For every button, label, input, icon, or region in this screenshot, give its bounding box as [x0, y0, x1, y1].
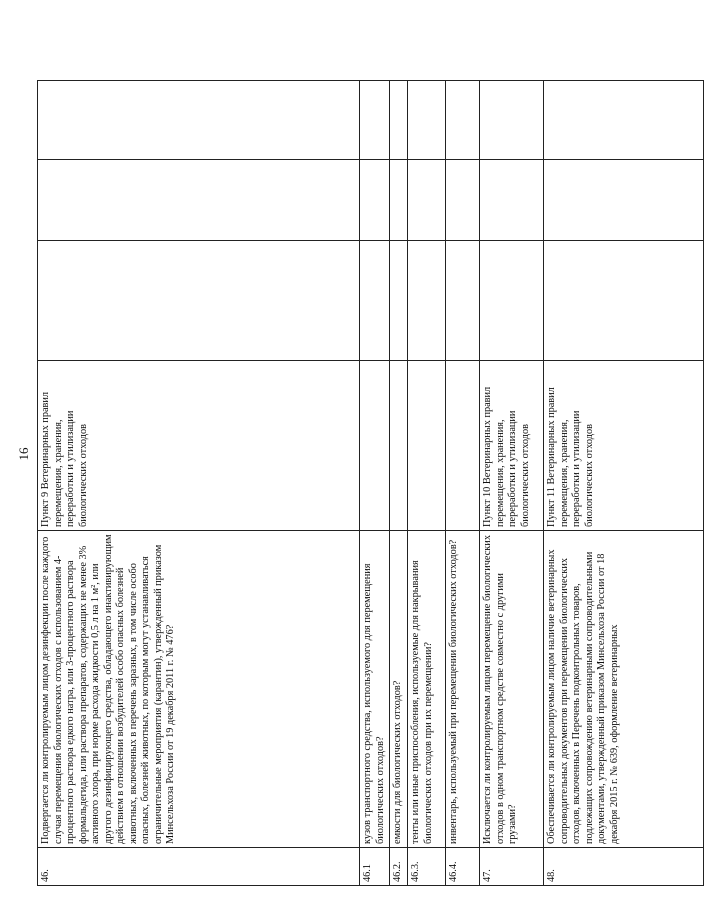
requirement-reference — [360, 361, 390, 531]
table-row — [480, 81, 544, 886]
table-row — [38, 81, 360, 886]
answer-cell — [38, 241, 360, 361]
question-text: емкости для биологических отходов? — [390, 531, 408, 848]
answer-cell — [480, 160, 544, 241]
answer-cell — [544, 160, 704, 241]
note-cell — [360, 81, 390, 160]
row-number: 47. — [480, 848, 544, 886]
note-cell — [390, 81, 408, 160]
question-text: тенты или иные приспособления, используемые для накрывания биологических отходов при их перемещении? — [408, 531, 446, 848]
answer-cell — [390, 241, 408, 361]
rotated-page-content — [37, 81, 620, 886]
answer-cell — [446, 160, 480, 241]
table-row — [360, 81, 390, 886]
answer-cell — [446, 241, 480, 361]
answer-cell — [480, 241, 544, 361]
row-number: 46.4. — [446, 848, 480, 886]
table-row — [390, 81, 408, 886]
question-text: Исключается ли контролируемым лицом перемещение биологических отходов в одном транспортном средстве совместно с другими грузами? — [480, 531, 544, 848]
note-cell — [446, 81, 480, 160]
table-row — [544, 81, 704, 886]
note-cell — [544, 81, 704, 160]
requirement-reference — [390, 361, 408, 531]
question-text: кузов транспортного средства, используемого для перемещения биологических отходов? — [360, 531, 390, 848]
row-number: 48. — [544, 848, 704, 886]
answer-cell — [408, 241, 446, 361]
page-number: 16 — [16, 447, 31, 461]
question-text: инвентарь, используемый при перемещении биологических отходов? — [446, 531, 480, 848]
answer-cell — [360, 241, 390, 361]
answer-cell — [360, 160, 390, 241]
note-cell — [480, 81, 544, 160]
checklist-table — [37, 80, 704, 886]
note-cell — [38, 81, 360, 160]
question-text: Подвергается ли контролируемым лицом дезинфекции после каждого случая перемещения биологических отходов с использованием 4-процентного раствора едкого натра, или 3-процентного раствора формальдегида, или раствора препаратов, содержащих не менее 3% активного хлора, при норме расхода жидкости 0,5 л на 1 м², или другого дезинфицирующего средства, обладающего инактивирующим действием в отношении возбудителей особо опасных болезней животных, включенных в перечень заразных, в том числе особо опасных, болезней животных, по которым могут устанавливаться ограничительные мероприятия (карантин), утвержденный приказом Минсельхоза России от 19 декабря 2011 г. № 476? — [38, 531, 360, 848]
requirement-reference: Пункт 11 Ветеринарных правил перемещения, хранения, переработки и утилизации биологических отходов — [544, 361, 704, 531]
answer-cell — [408, 160, 446, 241]
requirement-reference: Пункт 9 Ветеринарных правил перемещения, хранения, переработки и утилизации биологических отходов — [38, 361, 360, 531]
note-cell — [408, 81, 446, 160]
requirement-reference — [408, 361, 446, 531]
answer-cell — [544, 241, 704, 361]
table-row — [408, 81, 446, 886]
row-number: 46.1 — [360, 848, 390, 886]
question-text: Обеспечивается ли контролируемым лицом наличие ветеринарных сопроводительных документов при перемещении биологических отходов, включенных в Перечень подконтрольных товаров, подлежащих сопровождению ветеринарными сопроводительными документами, утвержденный приказом Минсельхоза России от 18 декабря 2015 г. № 639, оформление ветеринарных — [544, 531, 704, 848]
row-number: 46.3. — [408, 848, 446, 886]
answer-cell — [390, 160, 408, 241]
answer-cell — [38, 160, 360, 241]
row-number: 46. — [38, 848, 360, 886]
requirement-reference: Пункт 10 Ветеринарных правил перемещения, хранения, переработки и утилизации биологических отходов — [480, 361, 544, 531]
table-row — [446, 81, 480, 886]
row-number: 46.2. — [390, 848, 408, 886]
requirement-reference — [446, 361, 480, 531]
checklist-table-container — [37, 81, 620, 886]
